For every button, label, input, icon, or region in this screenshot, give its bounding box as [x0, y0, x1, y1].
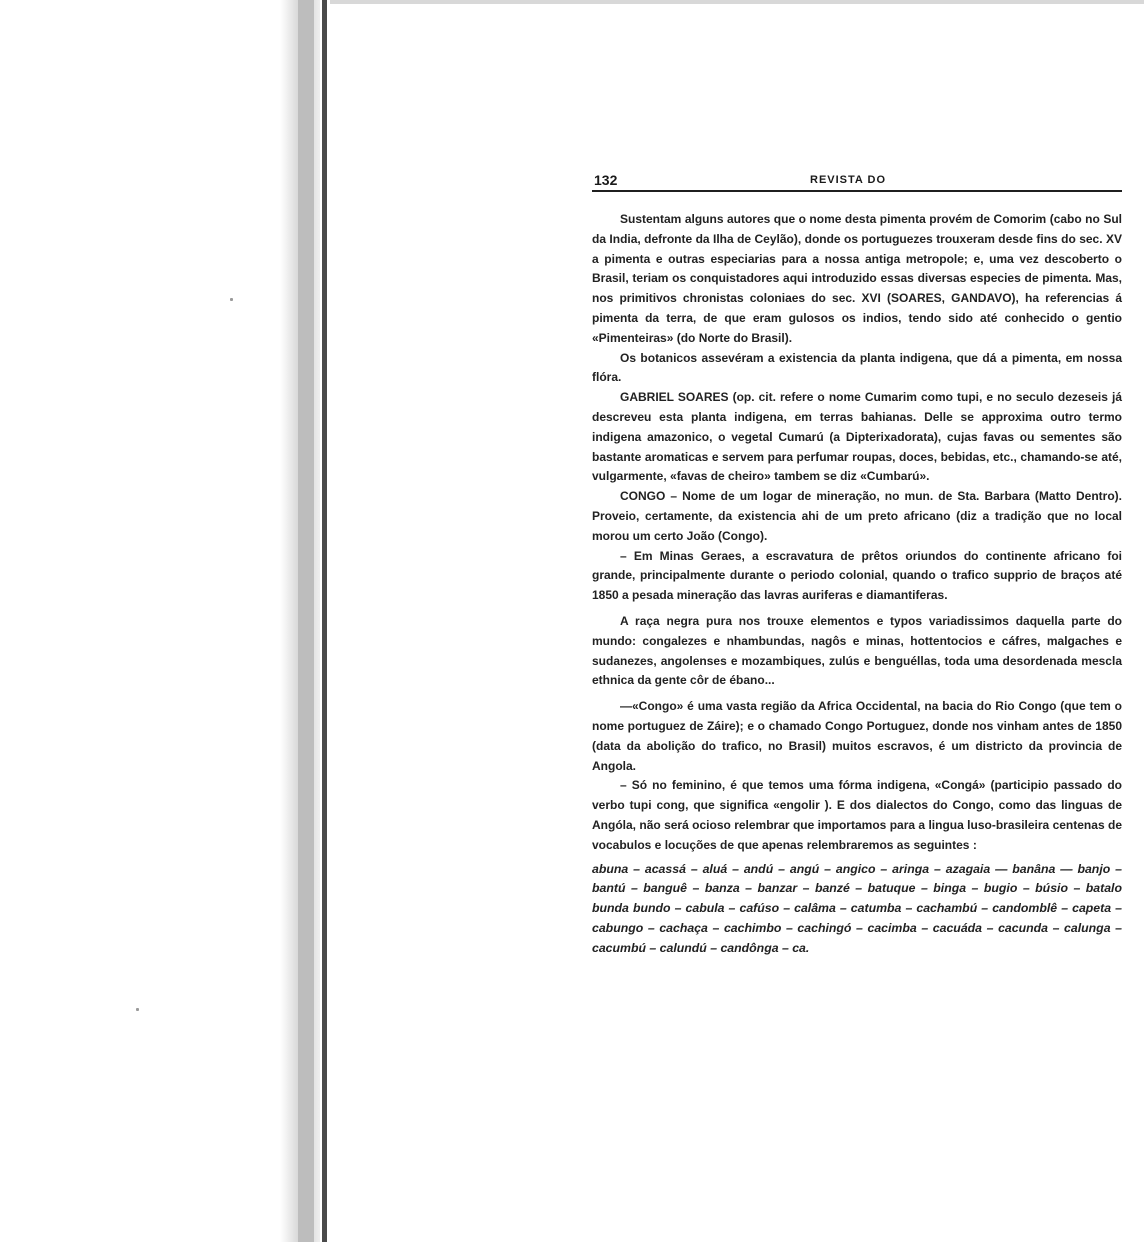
- paragraph: —«Congo» é uma vasta região da Africa Occidental, na bacia do Rio Congo (que tem o nome portuguez de Záire); e o chamado Congo Portuguez, donde nos vinham antes de 1850 (data da abolição do trafico, no Brasil) muitos escravos, é um districto da provincia de Angola.: [592, 699, 1122, 773]
- paragraph: GABRIEL SOARES (op. cit. refere o nome Cumarim como tupi, e no seculo dezeseis já descreveu esta planta indigena, em terras bahianas. Delle se approxima outro termo indigena amazonico, o vegetal Cumarú (a Dipterixadorata), cujas favas ou sementes são bastante aromaticas e servem para perfumar roupas, doces, bebidas, etc., chamando-se até, vulgarmente, «favas de cheiro» tambem se diz «Cumbarú».: [592, 390, 1122, 484]
- paragraph: – Em Minas Geraes, a escravatura de prêtos oriundos do continente africano foi grande, principalmente durante o periodo colonial, quando o trafico supprio de braços até 1850 a pesada mineração das lavras auriferas e diamantiferas.: [592, 548, 1122, 603]
- scan-top-edge: [330, 0, 1144, 4]
- scan-speck: [136, 1008, 139, 1011]
- paragraph: Os botanicos assevéram a existencia da planta indigena, que dá a pimenta, em nossa flóra.: [592, 350, 1122, 385]
- vocabulary-list: abuna – acassá – aluá – andú – angú – angico – aringa – azagaia — banâna — banjo – bantú – banguê – banza – banzar – banzé – batuque – binga – bugio – búsio – batalo bunda bundo – cabula – cafúso – calâma – catumba – cachambú – candomblê – capeta – cabungo – cachaça – cachimbo – cachingó – cacimba – cacuáda – cacunda – calunga – cacumbú – calundú – candônga – ca.: [592, 861, 1122, 955]
- running-title: REVISTA DO: [810, 174, 887, 186]
- paragraph: Sustentam alguns autores que o nome desta pimenta provém de Comorim (cabo no Sul da India, defronte da Ilha de Ceylão), donde os portuguezes trouxeram desde fins do sec. XV a pimenta e outras especiarias para a nossa antiga metropole; e, uma vez descoberto o Brasil, teriam os conquistadores aqui introduzido essas diversas especies de pimenta. Mas, nos primitivos chronistas coloniaes do sec. XVI (SOARES, GANDAVO), ha referencias á pimenta da terra, de que eram gulosos os indios, tendo sido até conhecido o gentio «Pimenteiras» (do Norte do Brasil).: [592, 212, 1122, 345]
- paragraph: A raça negra pura nos trouxe elementos e typos variadissimos daquella parte do mundo: congalezes e nhambundas, nagôs e minas, hottentocios e cáfres, malgaches e sudanezes, angolenses e mozambiques, zulús e benguéllas, toda uma desordenada mescla ethnica da gente côr de ébano...: [592, 613, 1122, 688]
- paragraph: – Só no feminino, é que temos uma fórma indigena, «Congá» (participio passado do verbo tupi cong, que significa «engolir ). E dos dialectos do Congo, como das linguas de Angóla, não será ocioso relembrar que importamos para a lingua luso-brasileira centenas de vocabulos e locuções de que apenas relembraremos as seguintes :: [592, 778, 1122, 852]
- paragraph: CONGO – Nome de um logar de mineração, no mun. de Sta. Barbara (Matto Dentro). Proveio, certamente, da existencia ahi de um preto africano (diz a tradição que no local morou um certo João (Congo).: [592, 489, 1122, 543]
- page-header: [592, 172, 1122, 192]
- body-text: [592, 210, 1122, 958]
- page-number: 132: [594, 172, 618, 188]
- page-fold-line: [322, 0, 327, 1242]
- facing-page-edge: [0, 0, 280, 1242]
- scan-speck: [230, 298, 233, 301]
- book-spine: [298, 0, 314, 1242]
- book-page: [592, 172, 1122, 958]
